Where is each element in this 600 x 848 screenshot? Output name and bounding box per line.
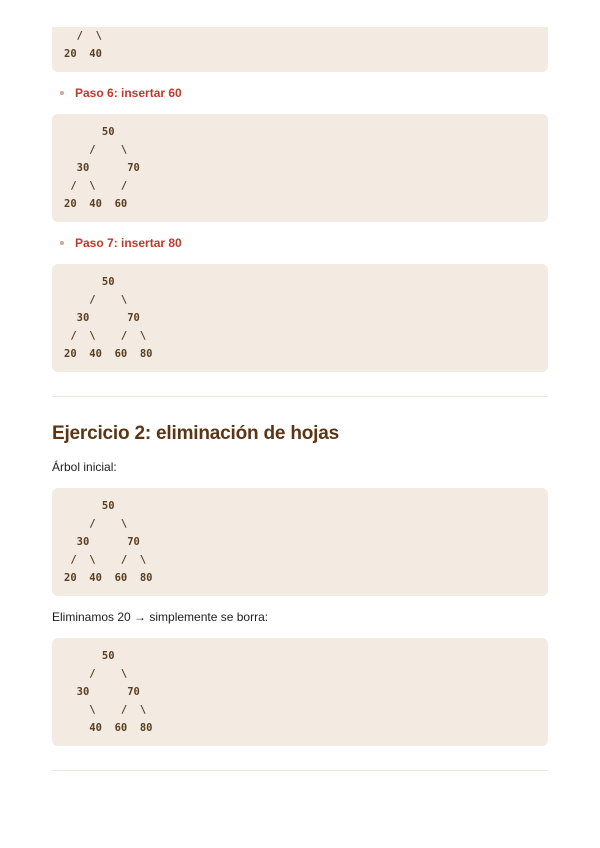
document-page — [52, 0, 548, 797]
bullet-icon — [60, 91, 64, 95]
exercise-2-heading: Ejercicio 2: eliminación de hojas — [52, 423, 339, 444]
initial-tree-label: Árbol inicial: — [52, 460, 117, 474]
step-7-item — [60, 236, 548, 250]
code-block-step6: 50 / \ 30 70 / \ / 20 40 60 — [52, 114, 548, 222]
code-block-step7: 50 / \ 30 70 / \ / \ 20 40 60 80 — [52, 264, 548, 372]
step-6-item — [60, 86, 548, 100]
section-divider — [52, 396, 548, 397]
step-6-label: Paso 6: insertar 60 — [75, 86, 182, 100]
section-divider-bottom — [52, 770, 548, 771]
step-7-label: Paso 7: insertar 80 — [75, 236, 182, 250]
code-block-step5-tail: / \ 20 40 — [52, 27, 548, 72]
bullet-icon — [60, 241, 64, 245]
remove-20-label: Eliminamos 20 → simplemente se borra: — [52, 610, 269, 624]
code-block-after-removal: 50 / \ 30 70 \ / \ 40 60 80 — [52, 638, 548, 746]
code-block-initial-tree: 50 / \ 30 70 / \ / \ 20 40 60 80 — [52, 488, 548, 596]
